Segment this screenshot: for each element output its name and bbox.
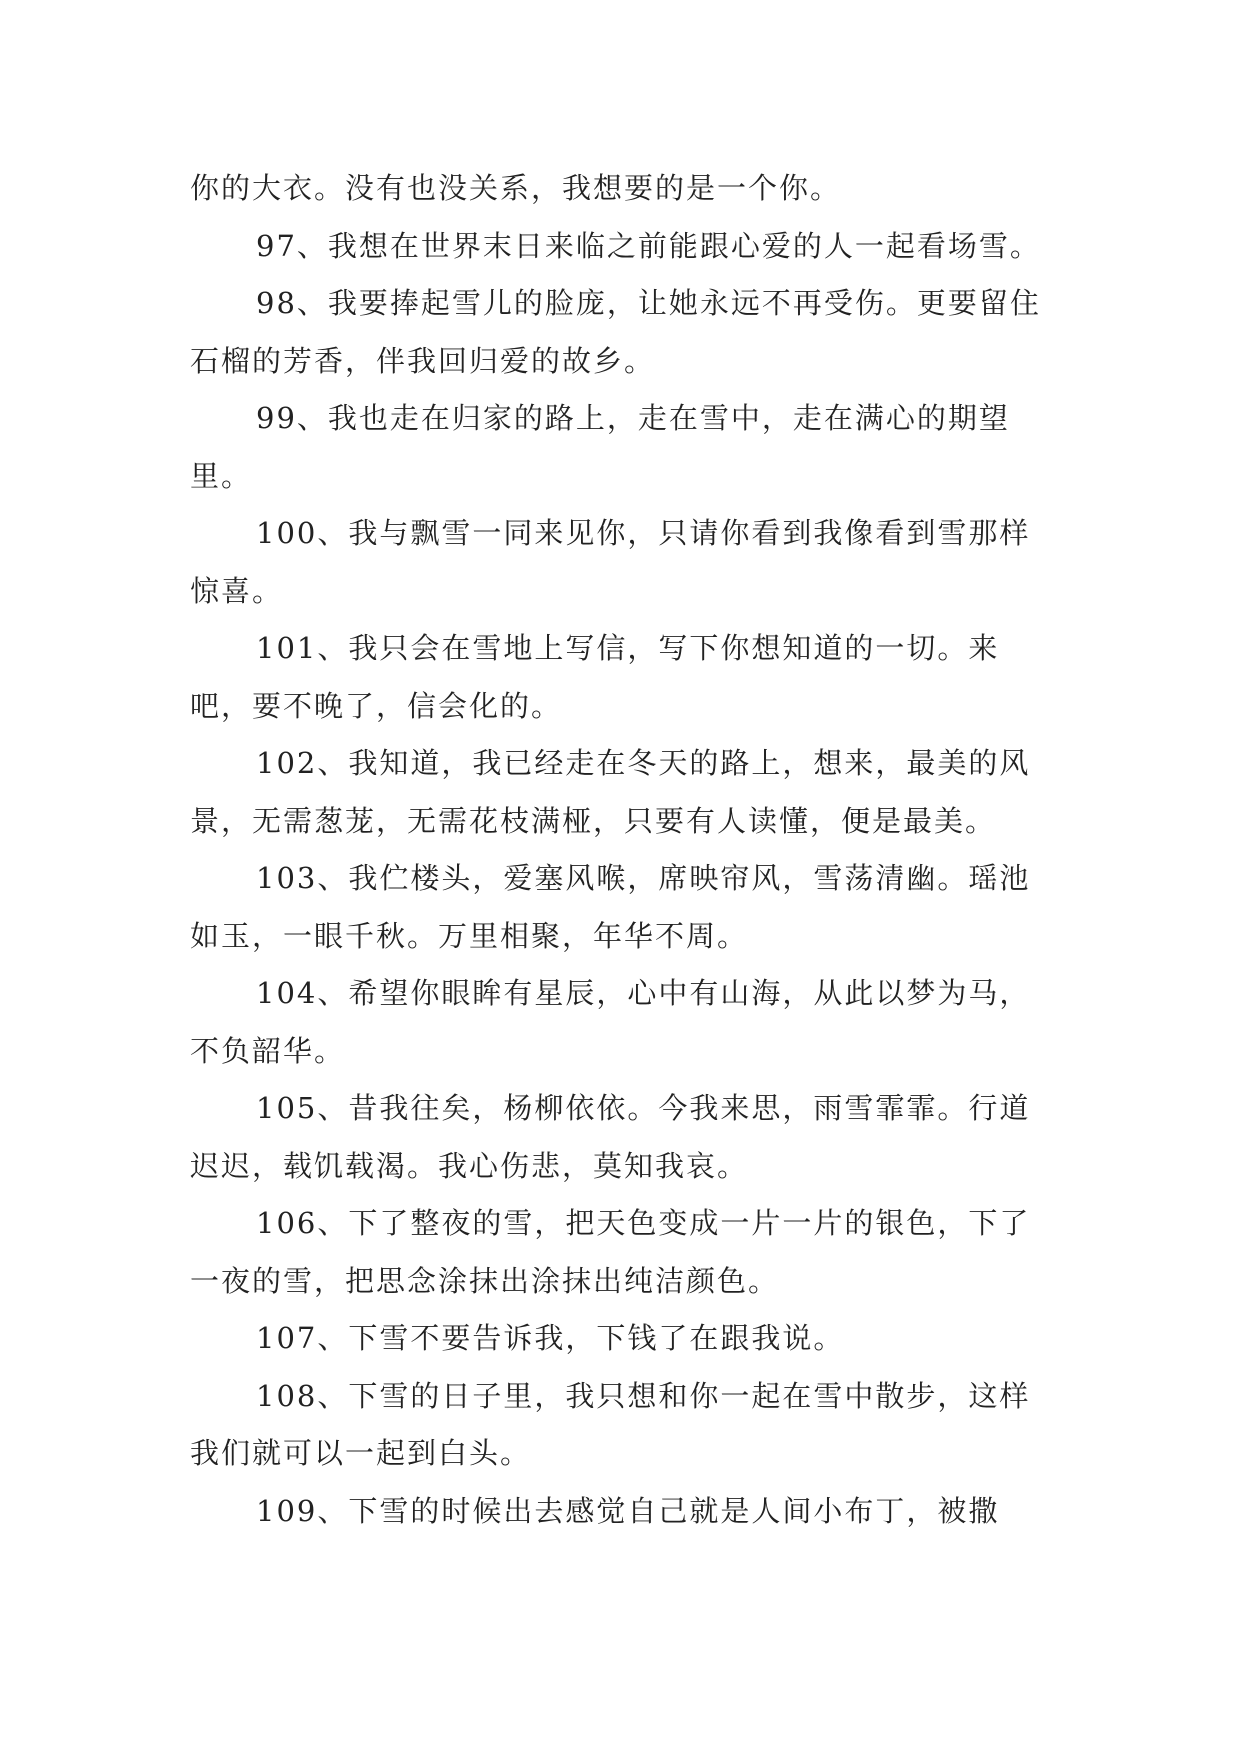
paragraph: 99、我也走在归家的路上，走在雪中，走在满心的期望里。 <box>190 401 1010 493</box>
paragraph: 97、我想在世界末日来临之前能跟心爱的人一起看场雪。 <box>256 228 1041 263</box>
paragraph: 102、我知道，我已经走在冬天的路上，想来，最美的风景，无需葱茏，无需花枝满桠，只要有人读懂，便是最美。 <box>190 746 1031 838</box>
paragraph: 101、我只会在雪地上写信，写下你想知道的一切。来吧，要不晚了，信会化的。 <box>190 631 1000 723</box>
document-body <box>190 160 1050 1540</box>
paragraph: 103、我伫楼头，爱塞风喉，席映帘风，雪荡清幽。瑶池如玉，一眼千秋。万里相聚，年华不周。 <box>190 861 1031 953</box>
paragraph: 100、我与飘雪一同来见你，只请你看到我像看到雪那样惊喜。 <box>190 516 1031 608</box>
paragraph: 你的大衣。没有也没关系，我想要的是一个你。 <box>190 171 842 205</box>
paragraph: 105、昔我往矣，杨柳依依。今我来思，雨雪霏霏。行道迟迟，载饥载渴。我心伤悲，莫知我哀。 <box>190 1091 1031 1183</box>
paragraph: 98、我要捧起雪儿的脸庞，让她永远不再受伤。更要留住石榴的芳香，伴我回归爱的故乡。 <box>190 286 1041 378</box>
paragraph: 108、下雪的日子里，我只想和你一起在雪中散步，这样我们就可以一起到白头。 <box>190 1378 1031 1470</box>
paragraph: 106、下了整夜的雪，把天色变成一片一片的银色，下了一夜的雪，把思念涂抹出涂抹出纯洁颜色。 <box>190 1206 1031 1298</box>
paragraph: 104、希望你眼眸有星辰，心中有山海，从此以梦为马，不负韶华。 <box>190 976 1031 1068</box>
paragraph: 107、下雪不要告诉我，下钱了在跟我说。 <box>256 1321 845 1355</box>
paragraph: 109、下雪的时候出去感觉自己就是人间小布丁，被撒 <box>256 1493 1000 1528</box>
